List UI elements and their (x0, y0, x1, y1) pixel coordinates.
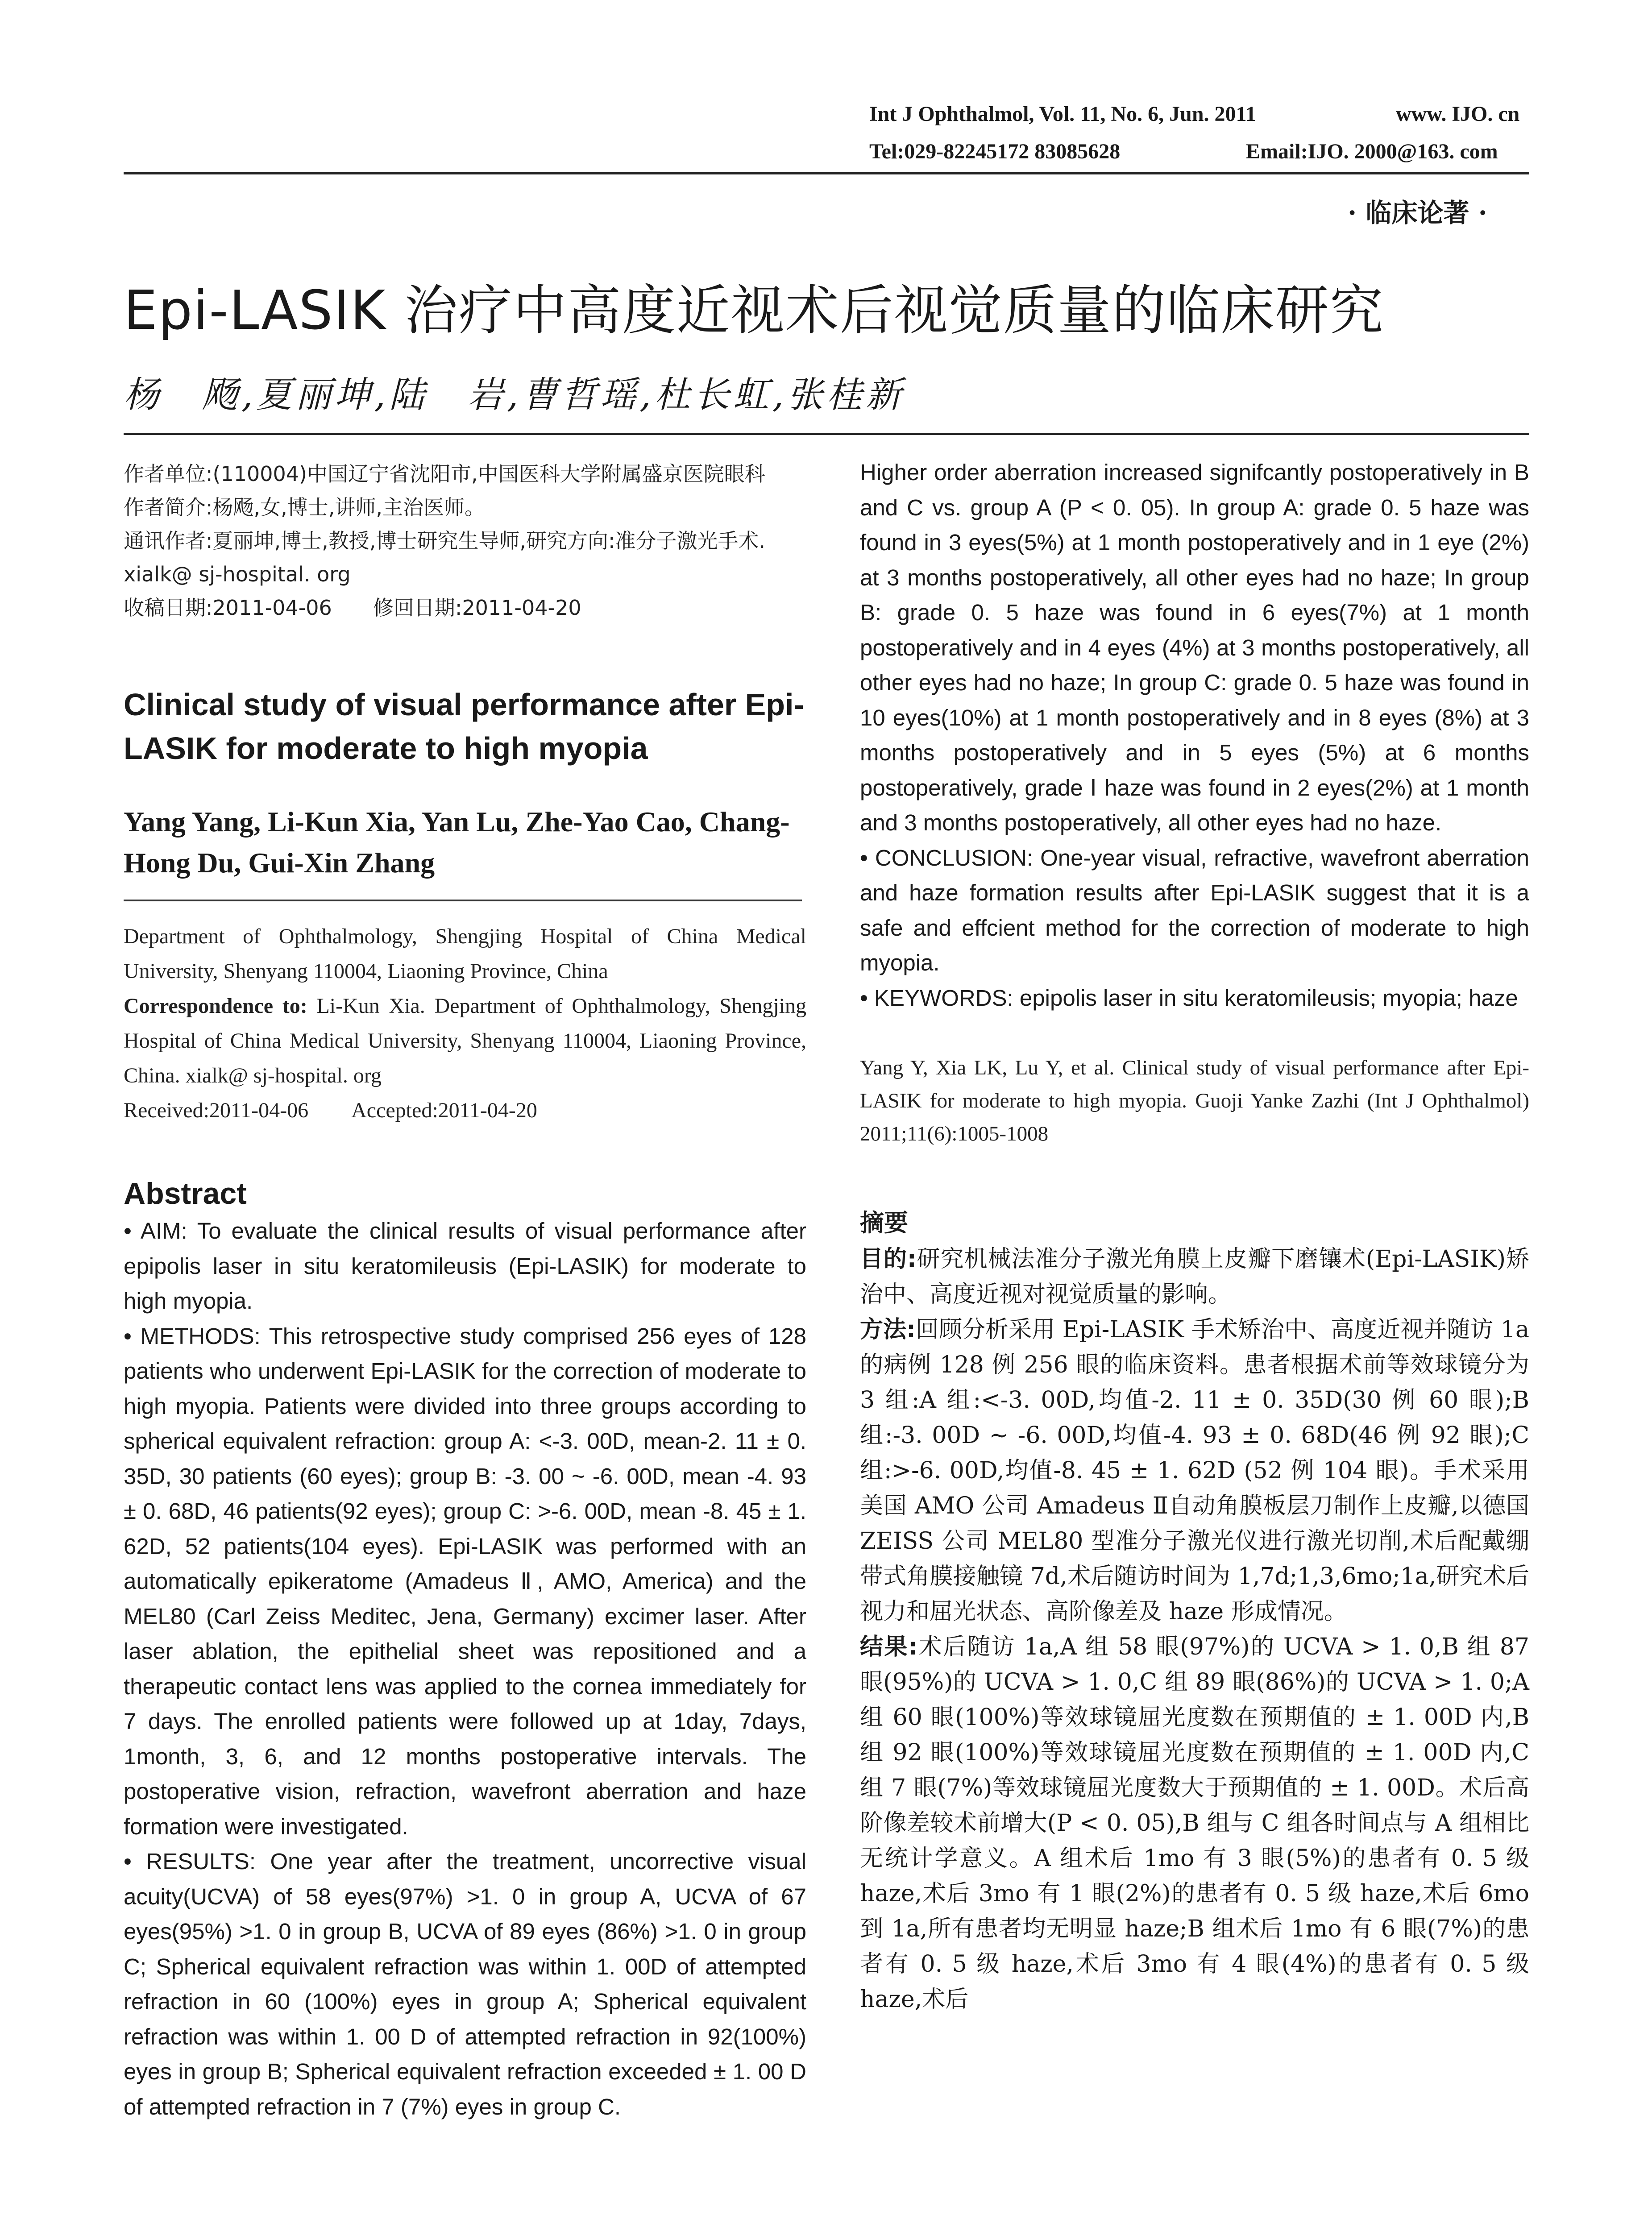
journal-tel: Tel:029-82245172 83085628 (869, 140, 1121, 163)
authors-rule (124, 900, 802, 901)
abstract-results-continued: Higher order aberration increased signifcantly postoperatively in B and C vs. group A (P < 0. 05). In group A: grade 0. 5 haze was found in 3 eyes(5%) at 1 month postoperatively and in 1 eye (2%) at 3 months postoperatively, all other eyes had no haze; In group B: grade 0. 5 haze was found in 6 eyes(7%) at 1 month postoperatively and in 4 eyes (4%) at 3 months postoperatively, all other eyes had no haze; In group C: grade 0. 5 haze was found in 10 eyes(10%) at 1 month postoperatively and in 8 eyes (8%) at 3 months postoperatively and in 5 eyes (5%) at 6 months postoperatively, grade Ⅰ haze was found in 2 eyes(2%) at 1 month and 3 months postoperatively, all other eyes had no haze. (860, 460, 1529, 835)
right-column (860, 455, 1529, 2017)
abstract-cn-aim (860, 1242, 1529, 1312)
journal-website: www. IJO. cn (1396, 102, 1520, 126)
affiliation-cn: 作者单位:(110004)中国辽宁省沈阳市,中国医科大学附属盛京医院眼科 (124, 462, 765, 486)
section-tag: · 临床论著 · (1348, 198, 1487, 228)
author-bio-cn: 作者简介:杨飏,女,博士,讲师,主治医师。 (124, 495, 485, 519)
english-authors: Yang Yang, Li-Kun Xia, Yan Lu, Zhe-Yao Cao, Chang-Hong Du, Gui-Xin Zhang (124, 806, 790, 879)
abstract-keywords: • KEYWORDS: epipolis laser in situ keratomileusis; myopia; haze (860, 985, 1518, 1011)
received-dates-en: Received:2011-04-06 Accepted:2011-04-20 (124, 1099, 537, 1122)
department: Department of Ophthalmology, Shengjing Hospital of China Medical University, Shenyang 110004, Liaoning Province, China (124, 925, 806, 983)
abstract-body (124, 1214, 806, 2124)
authors-cn: 杨 飏,夏丽坤,陆 岩,曹哲瑶,杜长虹,张桂新 (124, 374, 905, 415)
abstract-aim: • AIM: To evaluate the clinical results of visual performance after epipolis laser in situ keratomileusis (Epi-LASIK) for moderate to high myopia. (124, 1218, 806, 1314)
abstract-cn-methods-text: 回顾分析采用 Epi-LASIK 手术矫治中、高度近视并随访 1a 的病例 128 例 256 眼的临床资料。患者根据术前等效球镜分为 3 组:A 组:<-3. 00D,均值-2. 11 ± 0. 35D(30 例 60 眼);B 组:-3. 00D ~ -6. 00D,均值-4. 93 ± 0. 68D(46 例 92 眼);C 组:>-6. 00D,均值-8. 45 ± 1. 62D (52 例 104 眼)。手术采用美国 AMO 公司 Amadeus Ⅱ自动角膜板层刀制作上皮瓣,以德国 ZEISS 公司 MEL80 型准分子激光仪进行激光切削,术后配戴绷带式角膜接触镜 7d,术后随访时间为 1,7d;1,3,6mo;1a,研究术后视力和屈光状态、高阶像差及 haze 形成情况。 (860, 1316, 1529, 1625)
citation: Yang Y, Xia LK, Lu Y, et al. Clinical study of visual performance after Epi-LASIK for moderate to high myopia. Guoji Yanke Zazhi (Int J Ophthalmol) 2011;11(6):1005-1008 (860, 1056, 1529, 1145)
received-dates-cn: 收稿日期:2011-04-06 修回日期:2011-04-20 (124, 596, 581, 620)
abstract-cn-methods-label: 方法: (860, 1316, 916, 1343)
abstract-cn-body (860, 1242, 1529, 2017)
correspondence (124, 989, 806, 1093)
english-title: Clinical study of visual performance after Epi-LASIK for moderate to high myopia (124, 687, 804, 766)
abstract-cn-aim-label: 目的: (860, 1246, 917, 1273)
abstract-heading: Abstract (124, 1177, 247, 1211)
abstract-cn-methods (860, 1312, 1529, 1630)
journal-email: Email:IJO. 2000@163. com (1246, 140, 1498, 163)
affiliation-en (124, 919, 806, 1128)
abstract-cn-heading: 摘要 (860, 1209, 908, 1237)
author-info-cn (124, 457, 806, 625)
header-rule (124, 172, 1529, 174)
left-column (124, 457, 806, 2124)
abstract-cn-results-label: 结果: (860, 1634, 918, 1660)
abstract-cn-results (860, 1630, 1529, 2017)
journal-citation-header: Int J Ophthalmol, Vol. 11, No. 6, Jun. 2011 (869, 102, 1256, 126)
correspondence-text: Li-Kun Xia. Department of Ophthalmology, Shengjing Hospital of China Medical University, Shenyang 110004, Liaoning Province, China. xialk@ sj-hospital. org (124, 994, 807, 1087)
abstract-results: • RESULTS: One year after the treatment, uncorrective visual acuity(UCVA) of 58 eyes(97%) >1. 0 in group A, UCVA of 67 eyes(95%) >1. 0 in group B, UCVA of 89 eyes (86%) >1. 0 in group C; Spherical equivalent refraction was within 1. 00D of attempted refraction in 60 (100%) eyes in group A; Spherical equivalent refraction was within 1. 00 D of attempted refraction in 92(100%) eyes in group B; Spherical equivalent refraction exceeded ± 1. 00 D of attempted refraction in 7 (7%) eyes in group C. (124, 1849, 806, 2119)
page-title: Epi-LASIK 治疗中高度近视术后视觉质量的临床研究 (124, 280, 1384, 342)
correspondence-label: Correspondence to: (124, 994, 307, 1018)
abstract-cn-results-text: 术后随访 1a,A 组 58 眼(97%)的 UCVA > 1. 0,B 组 87 眼(95%)的 UCVA > 1. 0,C 组 89 眼(86%)的 UCVA > 1. 0;A 组 60 眼(100%)等效球镜屈光度数在预期值的 ± 1. 00D 内,B 组 92 眼(100%)等效球镜屈光度数在预期值的 ± 1. 00D 内,C 组 7 眼(7%)等效球镜屈光度数大于预期值的 ± 1. 00D。术后高阶像差较术前增大(P < 0. 05),B 组与 C 组各时间点与 A 组相比无统计学意义。A 组术后 1mo 有 3 眼(5%)的患者有 0. 5 级 haze,术后 3mo 有 1 眼(2%)的患者有 0. 5 级 haze,术后 6mo 到 1a,所有患者均无明显 haze;B 组术后 1mo 有 6 眼(7%)的患者有 0. 5 级 haze,术后 3mo 有 4 眼(4%)的患者有 0. 5 级 haze,术后 (860, 1634, 1529, 2013)
abstract-cn-aim-text: 研究机械法准分子激光角膜上皮瓣下磨镶术(Epi-LASIK)矫治中、高度近视对视觉质量的影响。 (860, 1246, 1529, 1308)
abstract-conclusion: • CONCLUSION: One-year visual, refractive, wavefront aberration and haze formation results after Epi-LASIK suggest that it is a safe and effcient method for the correction of moderate to high myopia. (860, 845, 1529, 975)
abstract-methods: • METHODS: This retrospective study comprised 256 eyes of 128 patients who underwent Epi-LASIK for the correction of moderate to high myopia. Patients were divided into three groups according to spherical equivalent refraction: group A: <-3. 00D, mean-2. 11 ± 0. 35D, 30 patients (60 eyes); group B: -3. 00 ~ -6. 00D, mean -4. 93 ± 0. 68D, 46 patients(92 eyes); group C: >-6. 00D, mean -8. 45 ± 1. 62D, 52 patients(104 eyes). Epi-LASIK was performed with an automatically epikeratome (Amadeus Ⅱ, AMO, America) and the MEL80 (Carl Zeiss Meditec, Jena, Germany) excimer laser. After laser ablation, the epithelial sheet was repositioned and a therapeutic contact lens was applied to the cornea immediately for 7 days. The enrolled patients were followed up at 1day, 7days, 1month, 3, 6, and 12 months postoperative intervals. The postoperative vision, refraction, wavefront aberration and haze formation were investigated. (124, 1323, 806, 1839)
abstract-body-continued (860, 455, 1529, 1016)
corresponding-author-cn: 通讯作者:夏丽坤,博士,教授,博士研究生导师,研究方向:准分子激光手术. xialk@ sj-hospital. org (124, 529, 766, 586)
title-rule (124, 433, 1529, 435)
